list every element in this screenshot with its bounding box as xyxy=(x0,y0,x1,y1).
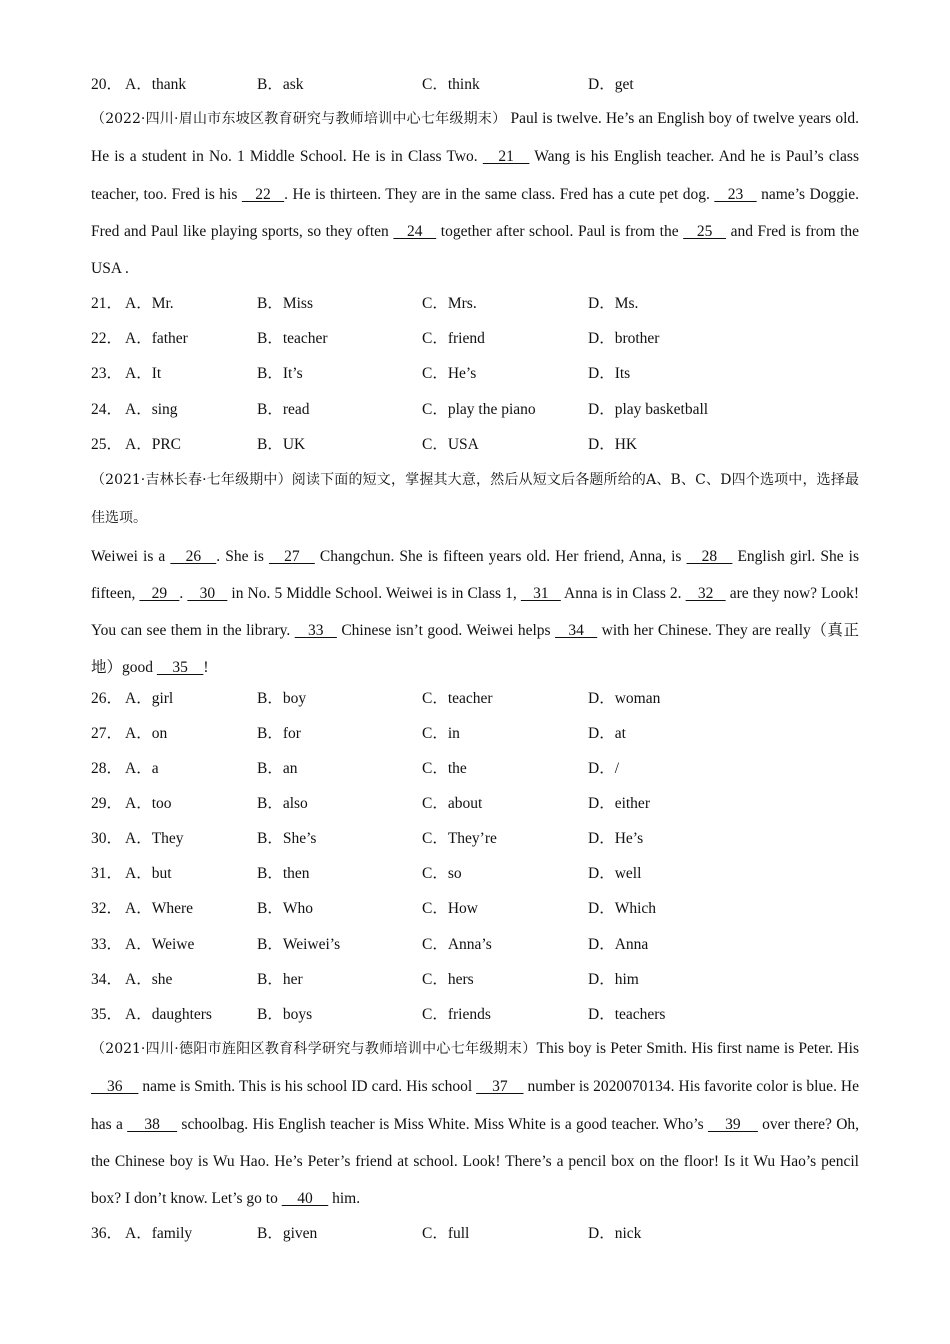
option-d: D．either xyxy=(588,795,650,812)
option-b: B．her xyxy=(257,971,303,988)
option-a: A．PRC xyxy=(125,436,181,453)
passage-text: schoolbag. His English teacher is Miss White. Miss White is a good teacher. Who’s xyxy=(177,1115,708,1133)
passage-2-instructions: （2021·吉林长春·七年级期中）阅读下面的短文，掌握其大意，然后从短文后各题所给的A、B、C、D四个选项中，选择最佳选项。 xyxy=(91,472,859,527)
option-a: A．They xyxy=(125,830,184,847)
passage-text: . She is xyxy=(216,547,269,565)
option-c: C．about xyxy=(422,795,483,812)
question-number: 23． xyxy=(91,365,123,382)
option-d: D．at xyxy=(588,725,626,742)
passage-text: Chinese isn’t good. Weiwei helps xyxy=(336,622,556,640)
option-d: D．Anna xyxy=(588,936,649,953)
blank-38: 38 xyxy=(127,1115,178,1133)
option-d: D．him xyxy=(588,971,639,988)
option-c: C．hers xyxy=(422,971,474,988)
question-number: 28． xyxy=(91,760,123,777)
question-number: 21． xyxy=(91,295,123,312)
option-b: B．Who xyxy=(257,900,313,917)
option-c: C．play the piano xyxy=(422,401,536,418)
passage-1-source: （2022·四川·眉山市东坡区教育研究与教师培训中心七年级期末） xyxy=(91,111,507,127)
option-c: C．Mrs. xyxy=(422,295,477,312)
option-a: A．daughters xyxy=(125,1006,212,1023)
option-d: D．get xyxy=(588,76,634,93)
option-b: B．also xyxy=(257,795,308,812)
blank-30: 30 xyxy=(187,584,228,602)
option-a: A．she xyxy=(125,971,173,988)
option-a: A．girl xyxy=(125,690,174,707)
option-b: B．given xyxy=(257,1225,318,1242)
option-d: D．well xyxy=(588,865,642,882)
option-b: B．teacher xyxy=(257,330,328,347)
option-d: D．HK xyxy=(588,436,638,453)
passage-text: English girl. She is fifteen, xyxy=(91,547,859,602)
passage-3 xyxy=(91,1030,859,1217)
passage-text: in No. 5 Middle School. Weiwei is in Class 1, xyxy=(227,584,521,602)
option-a: A．It xyxy=(125,365,162,382)
passage-text: Anna is in Class 2. xyxy=(560,584,686,602)
option-c: C．He’s xyxy=(422,365,477,382)
question-number: 33． xyxy=(91,936,123,953)
option-b: B．boy xyxy=(257,690,307,707)
blank-34: 34 xyxy=(555,622,598,640)
option-d: D．woman xyxy=(588,690,661,707)
option-c: C．think xyxy=(422,76,480,93)
option-b: B．She’s xyxy=(257,830,317,847)
option-b: B．an xyxy=(257,760,298,777)
passage-text: him. xyxy=(328,1190,361,1208)
passage-text: Wang is his English teacher. And he is Paul’s class teacher, too. Fred is his xyxy=(91,148,859,203)
question-number: 31． xyxy=(91,865,123,882)
question-number: 26． xyxy=(91,690,123,707)
option-c: C．the xyxy=(422,760,467,777)
option-a: A．on xyxy=(125,725,168,742)
passage-text: . xyxy=(179,584,188,602)
option-d: D．Ms. xyxy=(588,295,639,312)
option-a: A．but xyxy=(125,865,172,882)
option-b: B．boys xyxy=(257,1006,313,1023)
blank-36: 36 xyxy=(91,1078,139,1096)
option-a: A．Mr. xyxy=(125,295,174,312)
option-d: D．teachers xyxy=(588,1006,666,1023)
passage-1 xyxy=(91,100,859,287)
blank-29: 29 xyxy=(139,584,180,602)
passage-text: This boy is Peter Smith. His first name is Peter. His xyxy=(536,1040,859,1057)
blank-24: 24 xyxy=(393,222,437,240)
option-c: C．They’re xyxy=(422,830,497,847)
passage-2 xyxy=(91,461,859,687)
blank-21: 21 xyxy=(482,148,530,166)
option-d: D．Which xyxy=(588,900,657,917)
option-c: C．friends xyxy=(422,1006,491,1023)
blank-32: 32 xyxy=(685,584,726,602)
option-d: D．He’s xyxy=(588,830,644,847)
option-c: C．full xyxy=(422,1225,470,1242)
blank-31: 31 xyxy=(520,584,561,602)
question-number: 25． xyxy=(91,436,123,453)
option-d: D．nick xyxy=(588,1225,642,1242)
question-number: 35． xyxy=(91,1006,123,1023)
blank-28: 28 xyxy=(686,547,733,565)
option-c: C．USA xyxy=(422,436,479,453)
option-a: A．too xyxy=(125,795,172,812)
option-d: D．Its xyxy=(588,365,631,382)
passage-text: ! xyxy=(203,659,209,677)
option-b: B．then xyxy=(257,865,310,882)
passage-text: Changchun. She is fifteen years old. Her friend, Anna, is xyxy=(314,547,687,565)
option-b: B．for xyxy=(257,725,301,742)
option-b: B．read xyxy=(257,401,310,418)
option-b: B．ask xyxy=(257,76,304,93)
question-number: 30． xyxy=(91,830,123,847)
option-c: C．in xyxy=(422,725,460,742)
question-number: 36． xyxy=(91,1225,123,1242)
blank-40: 40 xyxy=(281,1190,329,1208)
passage-text: and Fred is from the USA . xyxy=(91,222,860,278)
blank-26: 26 xyxy=(170,547,217,565)
passage-text: number is 2020070134. His favorite color is blue. He has a xyxy=(91,1078,859,1133)
option-c: C．teacher xyxy=(422,690,493,707)
option-d: D．brother xyxy=(588,330,660,347)
option-b: B．Miss xyxy=(257,295,313,312)
option-c: C．friend xyxy=(422,330,485,347)
passage-3-source: （2021·四川·德阳市旌阳区教育科学研究与教师培训中心七年级期末） xyxy=(91,1041,537,1057)
passage-text: name’s Doggie. Fred and Paul like playing sports, so they often xyxy=(91,185,860,240)
question-number: 27． xyxy=(91,725,123,742)
blank-37: 37 xyxy=(476,1078,524,1096)
blank-27: 27 xyxy=(268,547,315,565)
blank-23: 23 xyxy=(714,185,757,203)
passage-text: are they now? Look! You can see them in the library. xyxy=(91,584,860,640)
option-d: D．/ xyxy=(588,760,620,777)
question-number: 20． xyxy=(91,76,123,93)
blank-25: 25 xyxy=(683,222,727,240)
passage-text: . He is thirteen. They are in the same class. Fred has a cute pet dog. xyxy=(284,185,715,203)
passage-text: over there? Oh, the Chinese boy is Wu Hao. He’s Peter’s friend at school. Look! There’s a pencil box on the floor! Is it Wu Hao’s pencil box? I don’t know. Let’s go to xyxy=(91,1115,860,1208)
option-b: B．UK xyxy=(257,436,306,453)
option-a: A．sing xyxy=(125,401,178,418)
option-c: C．so xyxy=(422,865,462,882)
passage-text: with her Chinese. They are really（真正地）good xyxy=(91,622,860,677)
blank-33: 33 xyxy=(294,622,337,640)
option-c: C．How xyxy=(422,900,478,917)
option-b: B．Weiwei’s xyxy=(257,936,341,953)
question-number: 24． xyxy=(91,401,123,418)
option-b: B．It’s xyxy=(257,365,303,382)
option-d: D．play basketball xyxy=(588,401,709,418)
blank-39: 39 xyxy=(707,1115,758,1133)
question-number: 32． xyxy=(91,900,123,917)
option-a: A．a xyxy=(125,760,159,777)
blank-35: 35 xyxy=(156,659,204,677)
question-number: 29． xyxy=(91,795,123,812)
option-a: A．Weiwe xyxy=(125,936,195,953)
option-a: A．thank xyxy=(125,76,187,93)
option-a: A．father xyxy=(125,330,188,347)
question-number: 34． xyxy=(91,971,123,988)
blank-22: 22 xyxy=(241,185,285,203)
passage-text: name is Smith. This is his school ID card. His school xyxy=(138,1078,477,1096)
question-number: 22． xyxy=(91,330,123,347)
option-a: A．Where xyxy=(125,900,193,917)
passage-text: Paul is twelve. He’s an English boy of twelve years old. He is a student in No. 1 Middle School. He is in Class Two. xyxy=(91,110,859,166)
passage-text: together after school. Paul is from the xyxy=(436,222,684,240)
passage-text: Weiwei is a xyxy=(91,547,171,565)
option-c: C．Anna’s xyxy=(422,936,492,953)
option-a: A．family xyxy=(125,1225,193,1242)
